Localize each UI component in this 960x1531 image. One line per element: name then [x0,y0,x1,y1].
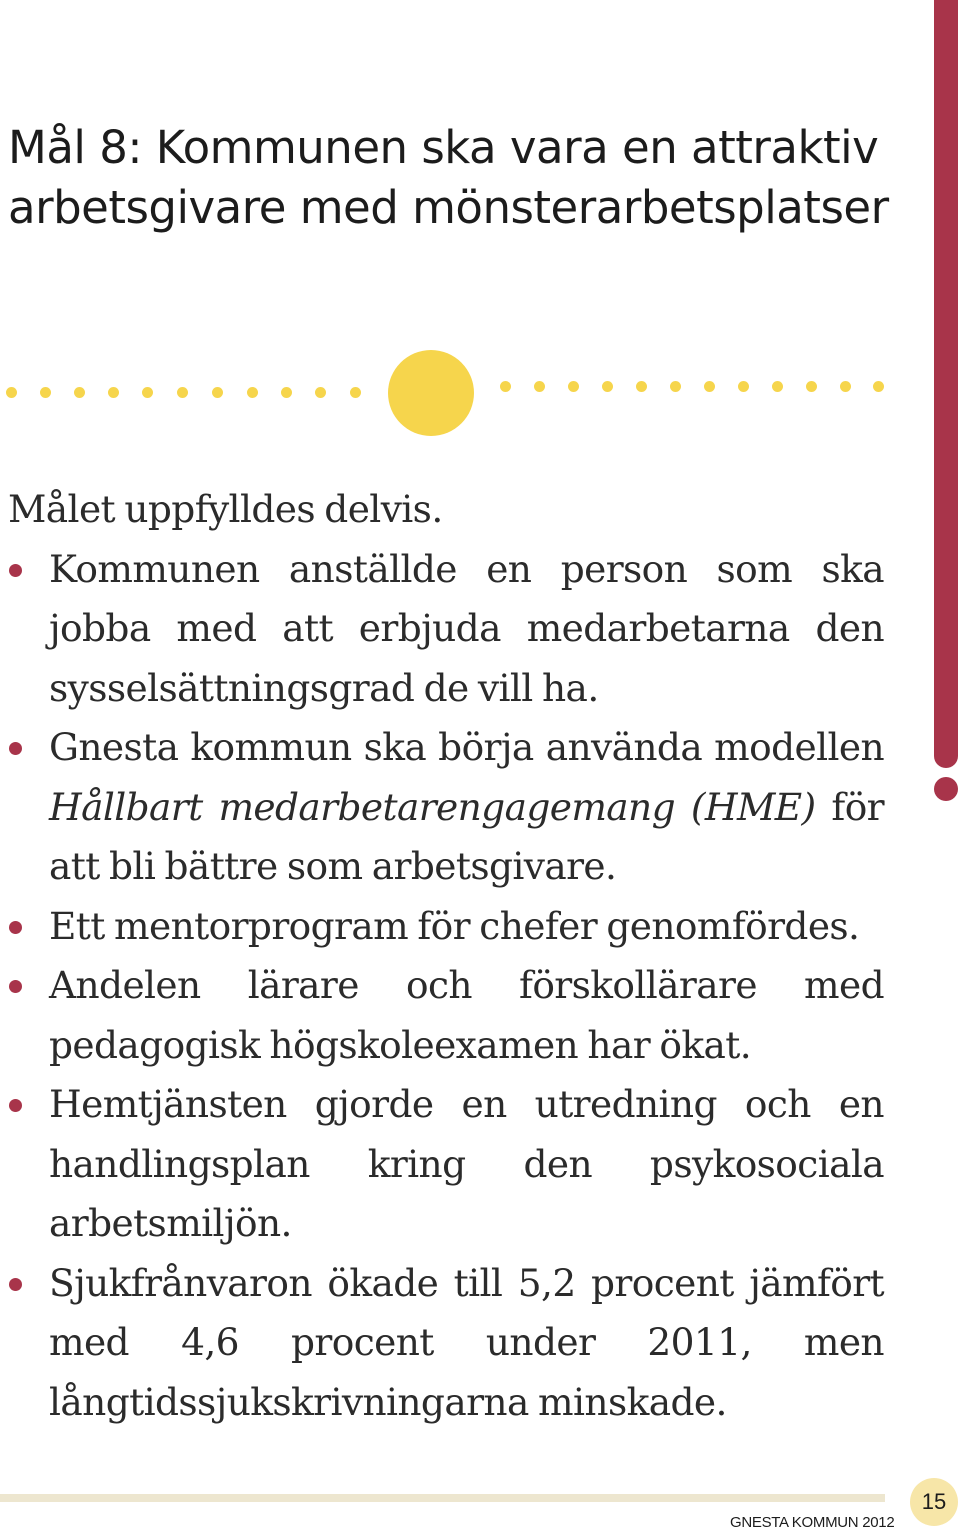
divider-dot [315,387,326,398]
divider-dot [108,387,119,398]
title-line-2: arbetsgivare med mönsterarbetsplatser [8,181,889,234]
divider-dot [873,381,884,392]
divider-dot [806,381,817,392]
footer-brand: GNESTA KOMMUN 2012 [730,1514,895,1531]
bullet-text: för att bli bättre som arbetsgivare. [49,784,884,888]
bullet-item: Sjukfrånvaron ökade till 5,2 procent jämfört med 4,6 procent under 2011, men långtidssjukskrivningarna minskade. [8,1254,884,1433]
divider-dot [704,381,715,392]
divider-dot [738,381,749,392]
dotted-divider [0,350,900,440]
title-line-1: Mål 8: Kommunen ska vara en attraktiv [8,121,879,174]
divider-dot [177,387,188,398]
bullet-item: Ett mentorprogram för chefer genomfördes. [8,897,884,957]
divider-dot [212,387,223,398]
side-accent-dot [934,777,958,801]
divider-dot [40,387,51,398]
bullet-text: Gnesta kommun ska börja använda modellen [49,725,884,769]
divider-dot [500,381,511,392]
divider-dot [534,381,545,392]
bullet-item: Hemtjänsten gjorde en utredning och en handlingsplan kring den psykosociala arbetsmiljön. [8,1075,884,1254]
divider-dot [568,381,579,392]
bullet-list [8,540,884,1433]
page-number: 15 [910,1478,958,1526]
divider-dot [247,387,258,398]
side-accent-bar [934,0,958,768]
divider-dot [6,387,17,398]
divider-dot [670,381,681,392]
divider-dot [772,381,783,392]
divider-dot [74,387,85,398]
page-title [8,118,908,238]
bullet-italic: Hållbart medarbetarengagemang (HME) [49,784,816,829]
divider-dot [142,387,153,398]
bullet-item: Andelen lärare och förskollärare med pedagogisk högskoleexamen har ökat. [8,956,884,1075]
divider-dot [602,381,613,392]
large-yellow-dot [388,350,474,436]
bullet-item [8,718,884,897]
divider-dot [350,387,361,398]
footer-strip [0,1494,885,1502]
divider-dot [281,387,292,398]
body-text [8,480,884,1432]
lead-sentence: Målet uppfylldes delvis. [8,487,443,531]
divider-dot [840,381,851,392]
bullet-item: Kommunen anställde en person som ska jobba med att erbjuda medarbetarna den sysselsättningsgrad de vill ha. [8,540,884,719]
divider-dot [636,381,647,392]
